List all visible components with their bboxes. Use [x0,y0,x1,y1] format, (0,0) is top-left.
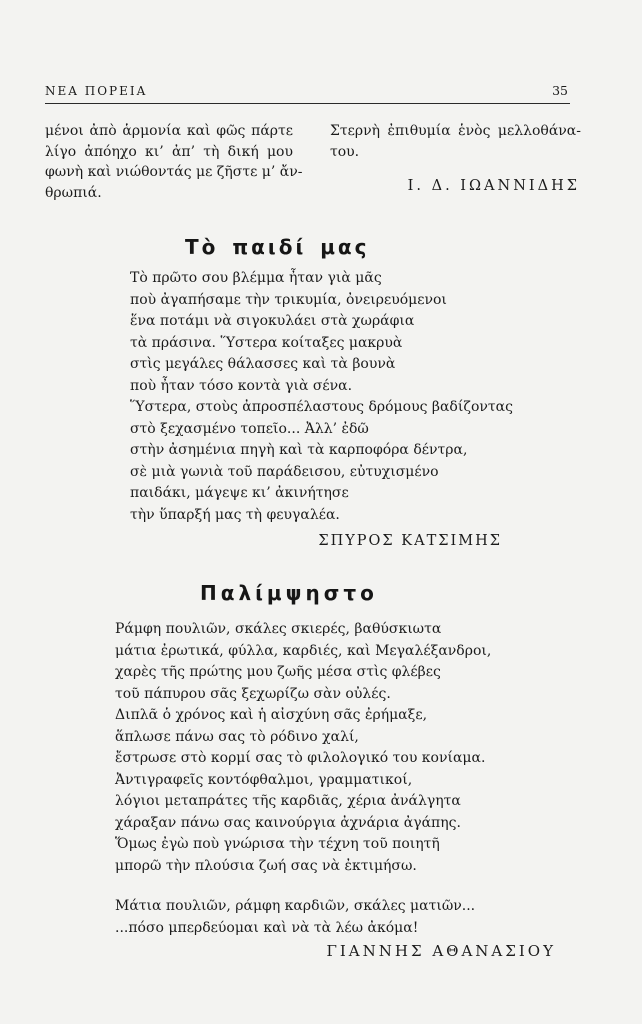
poem-line: Διπλᾶ ὁ χρόνος καὶ ἡ αἰσχύνη σᾶς ἐρήμαξε, [115,707,428,723]
poem-stanza [115,896,475,939]
magazine-title: ΝΕΑ ΠΟΡΕΙΑ [45,84,148,98]
previous-piece-line: του. [330,143,360,160]
poem-line: παιδάκι, μάγεψε κι’ ἀκινήτησε [130,485,349,501]
header-rule [45,103,570,104]
poem-stanza [115,619,491,877]
poem-line: στὶς μεγάλες θάλασσες καὶ τὰ βουνὰ [130,356,396,372]
poem-title: Παλίμψηστο [200,581,378,605]
poem-body [130,268,513,526]
previous-piece-line: μένοι ἀπὸ ἁρμονία καὶ φῶς πάρτε [45,123,293,139]
poem-line: μπορῶ τὴν πλούσια ζωή σας νὰ ἐκτιμήσω. [115,857,417,874]
poem-author: ΣΠΥΡΟΣ ΚΑΤΣΙΜΗΣ [318,533,502,549]
previous-piece-line: θρωπιά. [45,184,102,201]
poem-line: ποὺ ἦταν τόσο κοντὰ γιὰ σένα. [130,377,353,394]
poem-line: τὰ πράσινα. Ὕστερα κοίταξες μακρυὰ [130,334,403,351]
poem-line: χαρὲς τῆς πρώτης μου ζωῆς μέσα στὶς φλέβες [115,664,441,680]
previous-piece-author: Ι. Δ. ΙΩΑΝΝΙΔΗΣ [407,178,580,194]
poem-title: Τὸ παιδί μας [185,235,370,259]
poem-line: στὸ ξεχασμένο τοπεῖο... Ἀλλ’ ἐδῶ [130,420,369,437]
poem-line: ἕνα ποτάμι νὰ σιγοκυλάει στὰ χωράφια [130,313,415,329]
poem-line: Μάτια πουλιῶν, ράμφη καρδιῶν, σκάλες ματιῶν... [115,898,476,914]
previous-piece-line: φωνὴ καὶ νιώθοντάς με ζῆστε μ’ ἄν- [45,164,303,180]
previous-piece-left-column [45,121,303,203]
poem-line: ἅπλωσε πάνω σας τὸ ρόδινο χαλί, [115,728,359,745]
poem-line: Ὕστερα, στοὺς ἀπροσπέλαστους δρόμους βαδίζοντας [130,399,513,415]
page-number: 35 [552,83,568,98]
poem-line: σὲ μιὰ γωνιὰ τοῦ παράδεισου, εὐτυχισμένο [130,463,439,480]
previous-piece-line: λίγο ἀπόηχο κι’ ἀπ’ τὴ δική μου [45,143,293,160]
poem-line: Τὸ πρῶτο σου βλέμμα ἦταν γιὰ μᾶς [130,270,382,286]
poem-line: τοῦ πάπυρου σᾶς ξεχωρίζω σὰν οὐλές. [115,685,391,702]
poem-line: Ὅμως ἐγὼ ποὺ γνώρισα τὴν τέχνη τοῦ ποιητῆ [115,836,440,852]
poem-line: τὴν ὕπαρξή μας τὴ φευγαλέα. [130,506,340,523]
poem-line: λόγιοι μεταπράτες τῆς καρδιᾶς, χέρια ἀνάλγητα [115,793,461,809]
previous-piece-line: Στερνὴ ἐπιθυμία ἑνὸς μελλοθάνα- [330,123,581,139]
poem-line: στὴν ἀσημένια πηγὴ καὶ τὰ καρποφόρα δέντρα, [130,442,468,458]
previous-piece-right-column [330,121,581,162]
poem-line: μάτια ἐρωτικά, φύλλα, καρδιές, καὶ Μεγαλέξανδροι, [115,642,492,659]
poem-line: Ἀντιγραφεῖς κοντόφθαλμοι, γραμματικοί, [115,771,413,788]
running-header [45,82,568,100]
poem-line: ἔστρωσε στὸ κορμί σας τὸ φιλολογικό του κονίαμα. [115,750,486,766]
poem-author: ΓΙΑΝΝΗΣ ΑΘΑΝΑΣΙΟΥ [326,942,556,960]
poem-line: χάραξαν πάνω σας καινούργια ἀχνάρια ἀγάπης. [115,814,461,831]
poem-line: Ράμφη πουλιῶν, σκάλες σκιερές, βαθύσκιωτα [115,621,442,637]
poem-line: ποὺ ἀγαπήσαμε τὴν τρικυμία, ὀνειρευόμενοι [130,291,447,308]
poem-line: ...πόσο μπερδεύομαι καὶ νὰ τὰ λέω ἀκόμα! [115,919,419,936]
